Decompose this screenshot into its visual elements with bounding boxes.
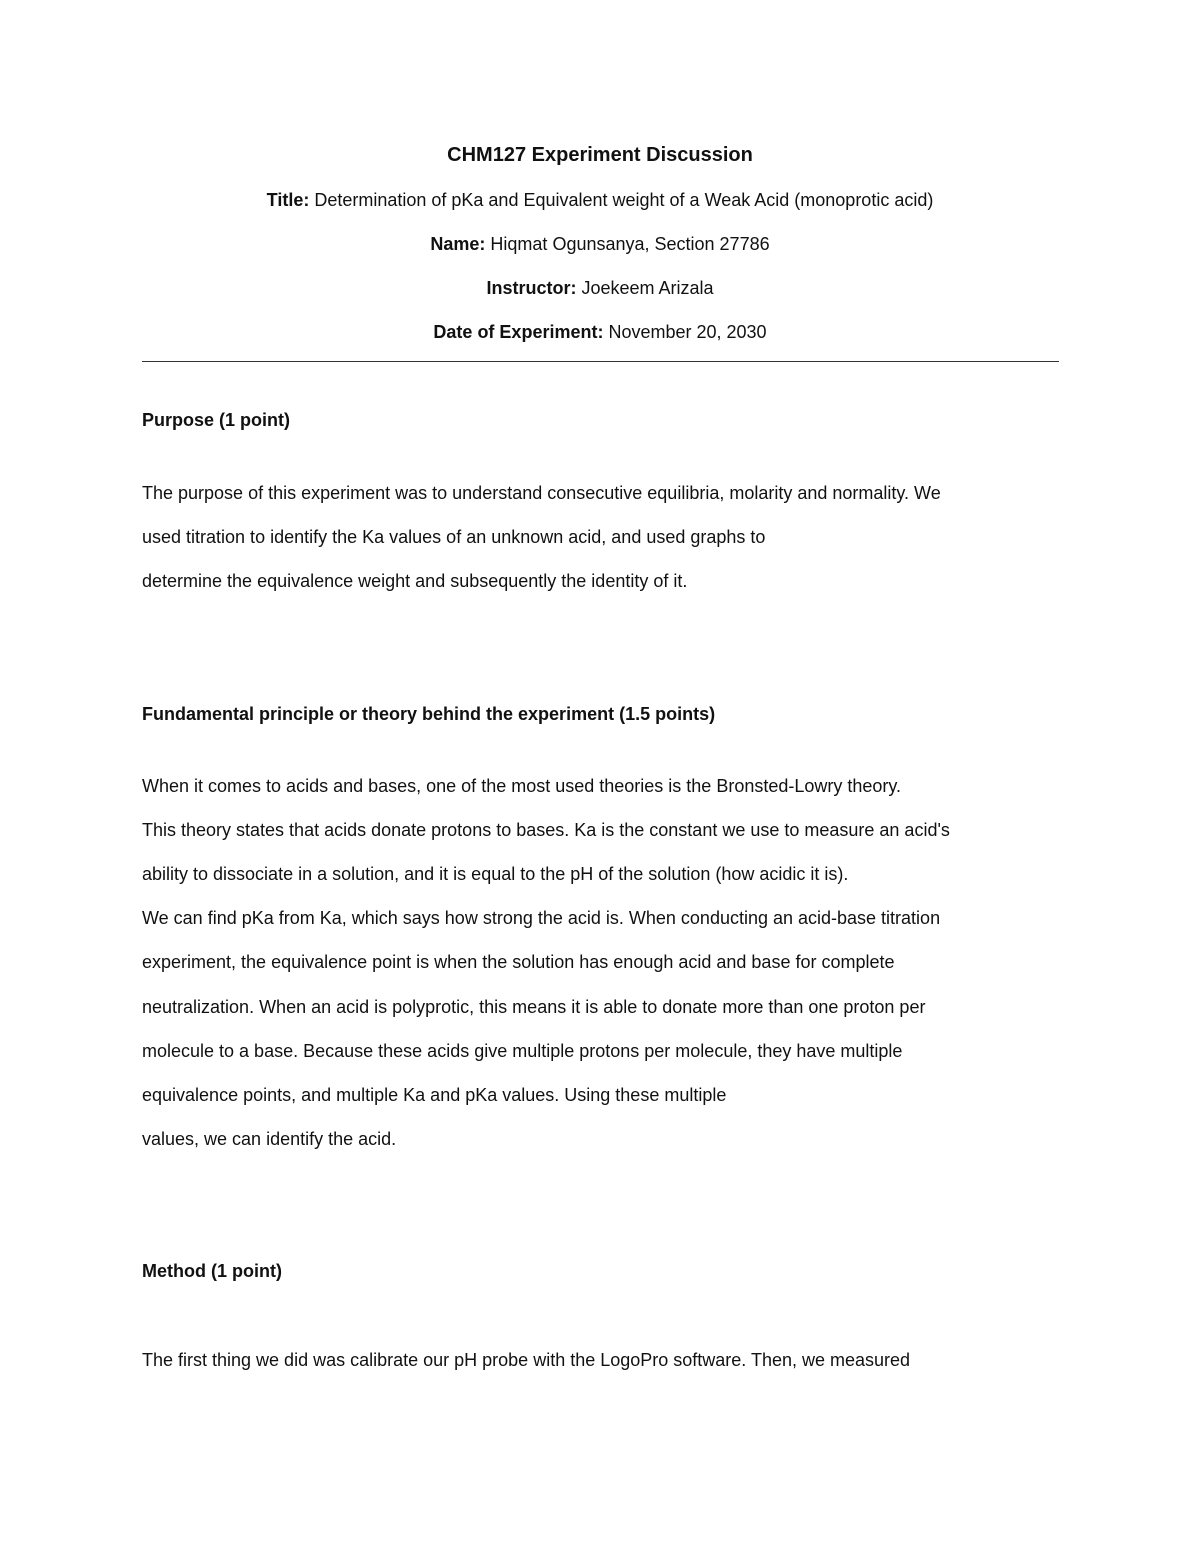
date-field [0, 320, 1200, 344]
title-field-label: Title: [266, 190, 310, 210]
purpose-heading: Purpose (1 point) [142, 410, 290, 430]
instructor-field [0, 276, 1200, 300]
title-field [0, 188, 1200, 212]
date-field-value: November 20, 2030 [603, 322, 767, 342]
theory-line: ability to dissociate in a solution, and it is equal to the pH of the solution (how acidic it is). [142, 864, 849, 884]
theory-line: molecule to a base. Because these acids give multiple protons per molecule, they have multiple [142, 1041, 903, 1061]
name-field [0, 232, 1200, 256]
name-field-value: Hiqmat Ogunsanya, Section 27786 [485, 234, 770, 254]
theory-line: equivalence points, and multiple Ka and pKa values. Using these multiple [142, 1085, 727, 1105]
name-field-label: Name: [430, 234, 486, 254]
theory-line: values, we can identify the acid. [142, 1129, 397, 1149]
method-line: The first thing we did was calibrate our pH probe with the LogoPro software. Then, we measured [142, 1350, 911, 1370]
theory-heading: Fundamental principle or theory behind the experiment (1.5 points) [142, 704, 716, 724]
title-field-value: Determination of pKa and Equivalent weight of a Weak Acid (monoprotic acid) [309, 190, 934, 210]
document-title: CHM127 Experiment Discussion [447, 144, 753, 166]
theory-line: We can find pKa from Ka, which says how strong the acid is. When conducting an acid-base titration [142, 908, 941, 928]
instructor-field-value: Joekeem Arizala [576, 278, 714, 298]
purpose-line: used titration to identify the Ka values of an unknown acid, and used graphs to [142, 527, 766, 547]
theory-line: neutralization. When an acid is polyprotic, this means it is able to donate more than one proton per [142, 997, 926, 1017]
theory-line: This theory states that acids donate protons to bases. Ka is the constant we use to measure an acid's [142, 820, 950, 840]
date-field-label: Date of Experiment: [433, 322, 604, 342]
theory-line: When it comes to acids and bases, one of the most used theories is the Bronsted-Lowry theory. [142, 776, 902, 796]
method-heading: Method (1 point) [142, 1261, 282, 1281]
header-divider [142, 361, 1059, 362]
purpose-line: The purpose of this experiment was to understand consecutive equilibria, molarity and normality. We [142, 483, 941, 503]
theory-line: experiment, the equivalence point is when the solution has enough acid and base for complete [142, 952, 895, 972]
instructor-field-label: Instructor: [486, 278, 577, 298]
purpose-line: determine the equivalence weight and subsequently the identity of it. [142, 571, 688, 591]
